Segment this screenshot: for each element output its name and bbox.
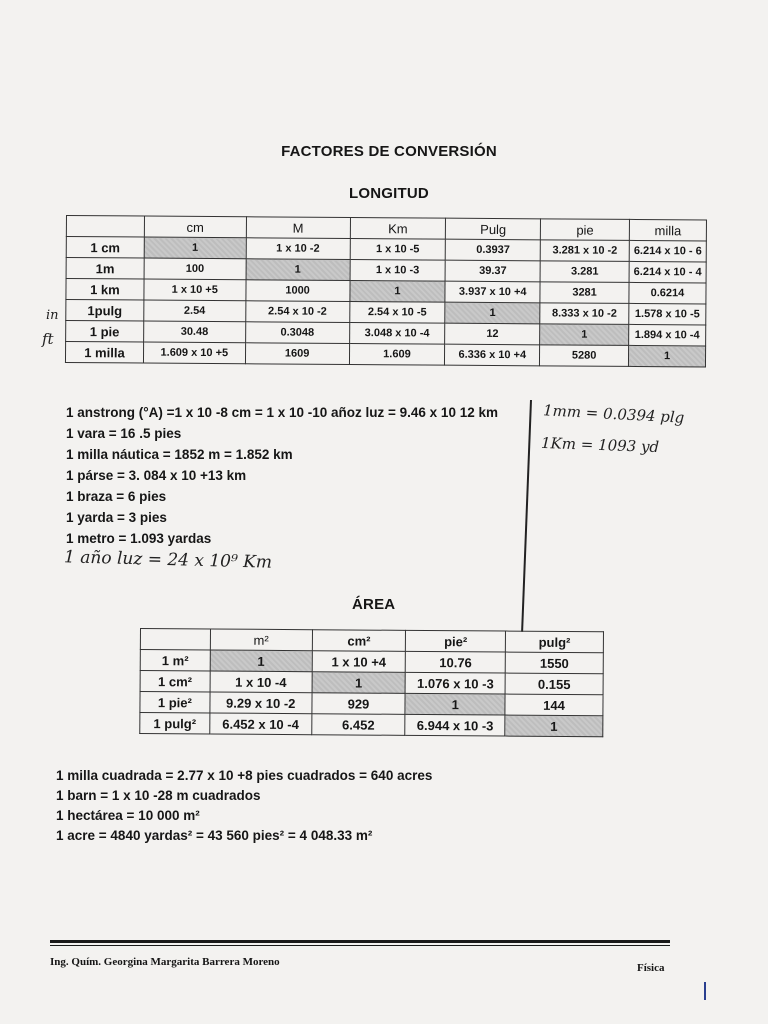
equivalence-line: 1 milla cuadrada = 2.77 x 10 +8 pies cuadrados = 640 acres — [56, 768, 433, 783]
table-cell: 1 — [210, 650, 312, 672]
margin-note-in: in — [46, 308, 59, 323]
table-cell: 3.281 — [540, 261, 629, 283]
area-table — [139, 628, 604, 737]
table-cell: 1.609 — [349, 343, 445, 365]
equivalence-line: 1 acre = 4840 yardas² = 43 560 pies² = 4 048.33 m² — [56, 828, 373, 843]
row-label: 1 pie² — [140, 692, 210, 713]
longitud-col-header: Pulg — [446, 218, 541, 240]
equivalence-line: 1 vara = 16 .5 pies — [66, 426, 182, 441]
equivalence-line: 1 milla náutica = 1852 m = 1.852 km — [66, 447, 293, 462]
table-cell: 3281 — [540, 282, 629, 304]
row-label: 1 cm — [66, 237, 144, 259]
table-cell: 1 x 10 +4 — [312, 651, 406, 673]
table-cell: 6.214 x 10 - 4 — [629, 261, 706, 283]
longitud-col-header: M — [246, 217, 350, 239]
row-label: 1 cm² — [140, 671, 210, 692]
table-cell: 3.048 x 10 -4 — [349, 322, 445, 344]
table-cell: 12 — [445, 323, 540, 345]
table-cell: 39.37 — [445, 260, 540, 282]
row-label: 1 pulg² — [140, 713, 210, 734]
equivalence-line: 1 párse = 3. 084 x 10 +13 km — [66, 468, 247, 483]
handwritten-note: 1Km = 1093 yd — [540, 433, 660, 457]
table-cell: 0.6214 — [629, 282, 706, 304]
table-cell: 929 — [312, 693, 406, 715]
table-cell: 6.452 — [311, 714, 405, 736]
row-label: 1 m² — [140, 650, 210, 671]
footer-rule-thin — [50, 945, 670, 946]
margin-note-ft: ft — [42, 330, 54, 348]
table-cell: 1550 — [505, 652, 603, 674]
equivalence-line: 1 braza = 6 pies — [66, 489, 167, 504]
table-cell: 6.336 x 10 +4 — [445, 344, 540, 366]
equivalence-line: 1 yarda = 3 pies — [66, 510, 167, 525]
table-cell: 6.452 x 10 -4 — [210, 713, 312, 735]
table-cell: 144 — [505, 694, 603, 716]
table-cell: 1 — [629, 345, 706, 367]
area-col-header: pie² — [406, 630, 506, 652]
table-cell: 1 x 10 -5 — [350, 238, 446, 260]
table-cell: 1 — [405, 693, 505, 715]
page-title: FACTORES DE CONVERSIÓN — [281, 143, 497, 160]
equivalence-line: 1 metro = 1.093 yardas — [66, 531, 212, 546]
table-cell: 3.937 x 10 +4 — [445, 281, 540, 303]
area-col-header: pulg² — [506, 631, 604, 653]
table-cell: 0.3048 — [245, 322, 349, 344]
table-cell: 2.54 x 10 -5 — [349, 301, 445, 323]
table-cell: 1609 — [245, 343, 349, 365]
table-cell: 6.944 x 10 -3 — [405, 714, 505, 736]
table-cell: 2.54 x 10 -2 — [245, 301, 349, 323]
equivalence-line: 1 anstrong (°A) =1 x 10 -8 cm = 1 x 10 -10 añoz luz = 9.46 x 10 12 km — [66, 405, 498, 420]
table-row — [65, 342, 705, 367]
table-cell: 6.214 x 10 - 6 — [629, 240, 706, 262]
row-label: 1 km — [66, 279, 144, 301]
longitud-corner-cell — [66, 216, 144, 238]
table-cell: 1 — [246, 259, 350, 281]
table-cell: 9.29 x 10 -2 — [210, 692, 312, 714]
longitud-col-header: pie — [541, 219, 630, 241]
table-cell: 1 — [445, 302, 540, 324]
table-cell: 1.894 x 10 -4 — [629, 324, 706, 346]
table-cell: 10.76 — [406, 651, 506, 673]
table-cell: 1 x 10 -3 — [350, 259, 446, 281]
table-cell: 1 — [144, 237, 246, 259]
table-cell: 2.54 — [144, 300, 246, 322]
table-cell: 1.609 x 10 +5 — [143, 342, 245, 364]
area-equivalences — [56, 766, 432, 846]
handwritten-note: 1 año luz = 24 x 10⁹ Km — [63, 547, 273, 573]
row-label: 1 milla — [65, 342, 143, 364]
table-cell: 1 x 10 +5 — [144, 279, 246, 301]
ink-mark — [704, 982, 706, 1000]
area-heading: ÁREA — [352, 596, 396, 613]
longitud-col-header: Km — [350, 217, 446, 239]
handwritten-note: 1mm = 0.0394 plg — [542, 401, 685, 427]
equivalence-line: 1 hectárea = 10 000 m² — [56, 808, 200, 823]
footer-author: Ing. Quím. Georgina Margarita Barrera Moreno — [50, 956, 280, 968]
table-cell: 1000 — [246, 280, 350, 302]
row-label: 1pulg — [66, 300, 144, 322]
table-cell: 1 — [505, 715, 603, 737]
row-label: 1 pie — [66, 321, 144, 343]
area-corner-cell — [140, 629, 210, 650]
table-cell: 1 — [349, 280, 445, 302]
table-cell: 0.3937 — [446, 239, 541, 261]
longitud-heading: LONGITUD — [349, 185, 429, 202]
longitud-col-header: cm — [144, 216, 246, 238]
table-cell: 1 — [540, 324, 629, 346]
table-cell: 100 — [144, 258, 246, 280]
footer-subject: Física — [637, 962, 665, 974]
area-col-header: cm² — [312, 630, 406, 652]
equivalence-line: 1 barn = 1 x 10 -28 m cuadrados — [56, 788, 261, 803]
row-label: 1m — [66, 258, 144, 280]
longitud-table — [65, 215, 707, 367]
table-cell: 5280 — [540, 345, 629, 367]
table-cell: 30.48 — [144, 321, 246, 343]
table-cell: 1.578 x 10 -5 — [629, 303, 706, 325]
table-cell: 1 x 10 -2 — [246, 238, 350, 260]
table-cell: 1 x 10 -4 — [210, 671, 312, 693]
longitud-col-header: milla — [629, 219, 706, 241]
table-cell: 1.076 x 10 -3 — [405, 672, 505, 694]
table-cell: 0.155 — [505, 673, 603, 695]
footer-rule — [50, 940, 670, 943]
area-col-header: m² — [210, 629, 312, 651]
longitud-equivalences — [66, 402, 498, 549]
table-cell: 1 — [312, 672, 406, 694]
hand-drawn-divider — [521, 400, 531, 632]
table-row — [140, 713, 603, 737]
table-cell: 3.281 x 10 -2 — [540, 240, 629, 262]
table-cell: 8.333 x 10 -2 — [540, 303, 629, 325]
